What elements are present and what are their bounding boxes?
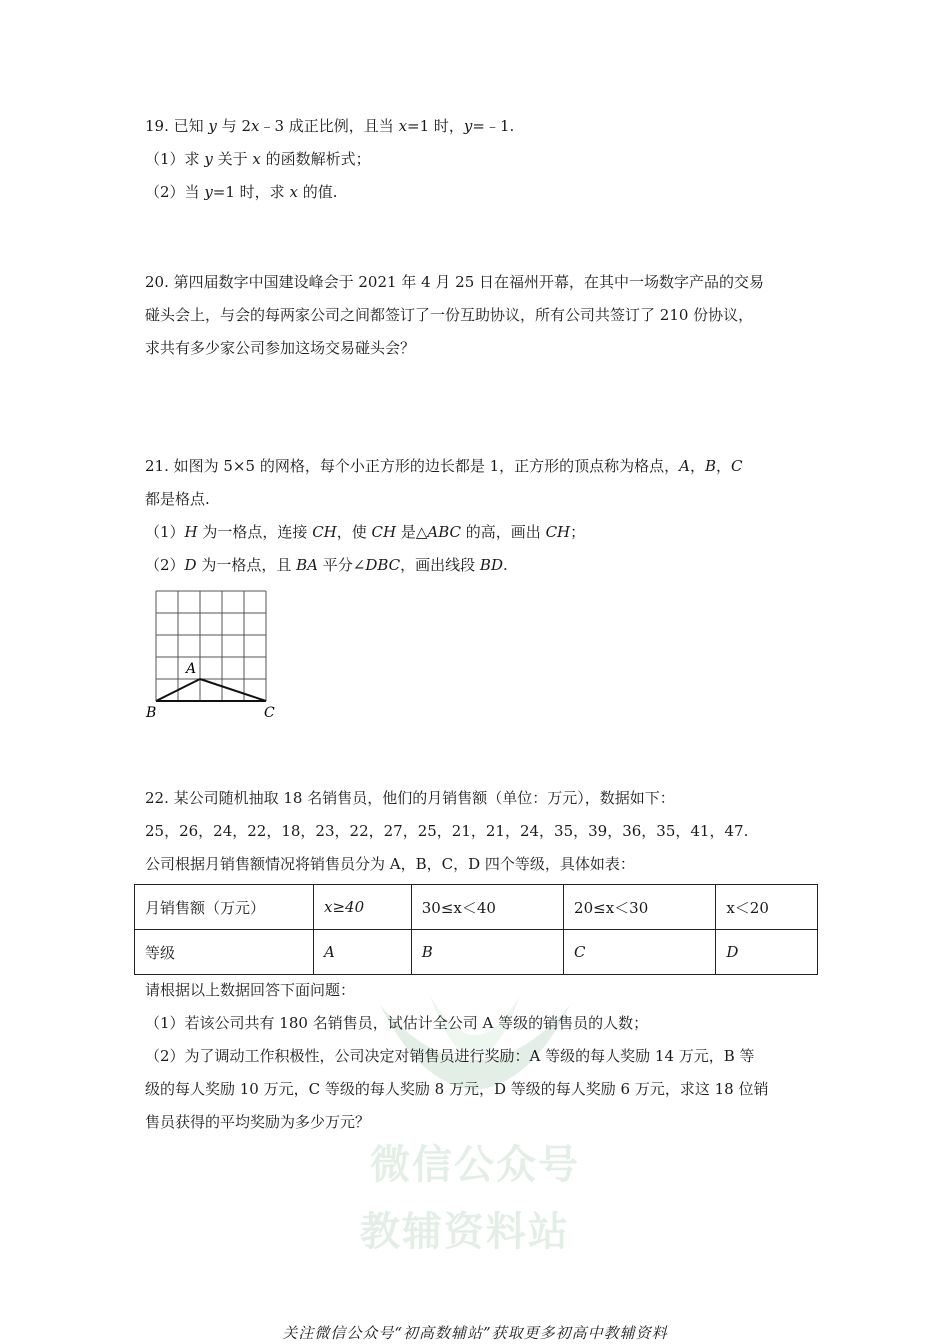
grid-figure	[140, 585, 290, 725]
page-footer: 关注微信公众号“初高数辅站”获取更多初高中教辅资料	[282, 1324, 668, 1342]
table-cell: A	[314, 930, 412, 975]
q19-stem: 19. 已知 y 与 2x﹣3 成正比例，且当 x=1 时，y=﹣1.	[145, 117, 515, 135]
q22-line2: 25，26，24，22，18，23，22，27，25，21，21，24，35，39，36，35，41，47.	[145, 822, 749, 840]
label-a: A	[186, 661, 197, 677]
table-cell: 30≤x＜40	[411, 885, 563, 930]
q22-line1: 22. 某公司随机抽取 18 名销售员，他们的月销售额（单位：万元），数据如下：	[145, 789, 675, 807]
q21-line2: 都是格点.	[145, 490, 210, 508]
q21-line1: 21. 如图为 5×5 的网格，每个小正方形的边长都是 1，正方形的顶点称为格点，A，B，C	[145, 457, 743, 475]
q20-line2: 碰头会上，与会的每两家公司之间都签订了一份互助协议，所有公司共签订了 210 份协议，	[145, 306, 754, 324]
table-cell: C	[564, 930, 716, 975]
table-cell: 20≤x＜30	[564, 885, 716, 930]
table-cell: x＜20	[716, 885, 818, 930]
table-cell: 月销售额（万元）	[135, 885, 314, 930]
q21-part1: （1）H 为一格点，连接 CH，使 CH 是△ABC 的高，画出 CH；	[145, 523, 586, 541]
table-row	[135, 885, 818, 930]
label-b: B	[146, 705, 157, 721]
grid-lines	[156, 591, 266, 701]
table-row	[135, 930, 818, 975]
q21-part2: （2）D 为一格点，且 BA 平分∠DBC，画出线段 BD.	[145, 556, 508, 574]
grade-table	[134, 884, 818, 975]
table-cell: 等级	[135, 930, 314, 975]
q19-part2: （2）当 y=1 时，求 x 的值.	[145, 183, 338, 201]
q22-part1: （1）若该公司共有 180 名销售员，试估计全公司 A 等级的销售员的人数；	[145, 1014, 649, 1032]
q22-part2-line2: 级的每人奖励 10 万元，C 等级的每人奖励 8 万元，D 等级的每人奖励 6 万元，求这 18 位销	[145, 1080, 769, 1098]
table-cell: D	[716, 930, 818, 975]
q20-line3: 求共有多少家公司参加这场交易碰头会？	[145, 339, 416, 357]
q19-part1: （1）求 y 关于 x 的函数解析式；	[145, 150, 371, 168]
table-cell: B	[411, 930, 563, 975]
q20-line1: 20. 第四届数字中国建设峰会于 2021 年 4 月 25 日在福州开幕，在其中一场数字产品的交易	[145, 273, 765, 291]
q22-part2-line3: 售员获得的平均奖励为多少万元？	[145, 1113, 371, 1131]
q22-after: 请根据以上数据回答下面问题：	[145, 981, 356, 999]
watermark-line2: 教辅资料站	[360, 1209, 570, 1255]
watermark-line1: 微信公众号	[370, 1142, 580, 1188]
table-cell: x≥40	[314, 885, 412, 930]
q22-part2-line1: （2）为了调动工作积极性，公司决定对销售员进行奖励：A 等级的每人奖励 14 万元，B 等	[145, 1047, 755, 1065]
q22-line3: 公司根据月销售额情况将销售员分为 A，B，C，D 四个等级，具体如表：	[145, 855, 635, 873]
label-c: C	[264, 705, 275, 721]
triangle-abc	[156, 679, 266, 701]
